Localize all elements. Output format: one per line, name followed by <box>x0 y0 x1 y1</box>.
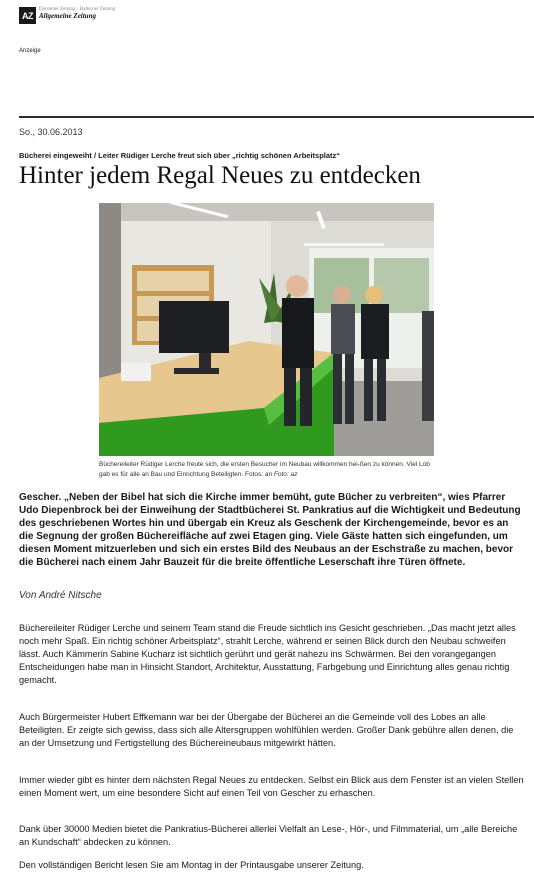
logo-wordmark <box>39 7 115 20</box>
article-author: Von André Nitsche <box>19 590 102 601</box>
body-paragraph: Den vollständigen Bericht lesen Sie am Montag in der Printausgabe unserer Zeitung. <box>19 860 364 870</box>
library-interior-image <box>99 203 434 456</box>
article-headline: Hinter jedem Regal Neues zu entdecken <box>19 162 421 189</box>
body-paragraph: Immer wieder gibt es hinter dem nächsten Regal Neues zu entdecken. Selbst ein Blick aus dem Fenster ist an vielen Stellen einen Moment wert, um eine besondere Sicht auf einen Teil von Gescher zu erhaschen. <box>19 775 524 798</box>
article-photo[interactable] <box>99 203 434 456</box>
photo-caption <box>99 460 439 479</box>
caption-text: Büchereileiter Rüdiger Lerche freute sich, die ersten Besucher im Neubau willkommen hei-ßen zu können. Viel Lob gab es für alle an Bau und Einrichtung Beteiligten. Fotos: an <box>99 461 430 478</box>
article-lead: Gescher. „Neben der Bibel hat sich die Kirche immer bemüht, gute Bücher zu verbreiten“, wies Pfarrer Udo Diepenbrock bei der Einweihung der Stadtbücherei St. Pankratius auf die Wichtigkeit und Bedeutung des geschriebenen Wortes hin und übergab ein Kreuz als Geschenk der Kirchengemeinde, bevor es an die Segnung der großen Büchereifläche auf zwei Etagen ging. Viele Gäste hatten sich eingefunden, um diesen Moment mitzuerleben und sich ein erstes Bild des Neubaus an der Eschstraße zu machen, bevor die Bücherei nach einem Jahr Bauzeit für die breite öffentliche Leserschaft ihre Türen öffnete. <box>19 492 521 568</box>
ad-label: Anzeige <box>19 48 41 54</box>
logo-subtitle: Dorstener Zeitung · Halterner Zeitung <box>39 7 116 12</box>
article-kicker: Bücherei eingeweiht / Leiter Rüdiger Lerche freut sich über „richtig schönen Arbeitsplatz“ <box>19 151 341 160</box>
az-logo-mark: AZ <box>19 7 36 24</box>
header-divider <box>19 116 534 118</box>
logo-name: Allgemeine Zeitung <box>39 12 96 20</box>
newspaper-logo[interactable] <box>19 7 115 24</box>
body-paragraph: Auch Bürgermeister Hubert Effkemann war bei der Übergabe der Bücherei an die Gemeinde voll des Lobes an alle Beteiligten. Er zeigte sich gewiss, dass sich alle Altersgruppen wohlfühlen werden. Großer Dank gebühre allen denen, die an der Umsetzung und Fertigstellung des Büchereineubaus mitgewirkt hätten. <box>19 712 514 748</box>
body-paragraph: Büchereileiter Rüdiger Lerche und seinem Team stand die Freude sichtlich ins Gesicht geschrieben. „Das macht jetzt alles noch mehr Spaß. Ein richtig schöner Arbeitsplatz“, strahlt Lerche, während er seinen Blick durch den Neubau schweifen lässt. Auch Kämmerin Sabine Kucharz ist sichtlich gerührt und gerät nahezu ins Schwärmen. Bei den vorangegangen Entscheidungen habe man in Hinsicht Standort, Architektur, Ausstattung, Farbgebung und Einrichtung alles genau richtig gemacht. <box>19 623 516 685</box>
caption-credit: Foto: az <box>273 470 298 478</box>
article-date: So., 30.06.2013 <box>19 127 83 137</box>
body-paragraph: Dank über 30000 Medien bietet die Pankratius-Bücherei allerlei Vielfalt an Lese-, Hör-, und Filmmaterial, um „alle Bereiche an Kundschaft“ abdecken zu können. <box>19 824 518 847</box>
